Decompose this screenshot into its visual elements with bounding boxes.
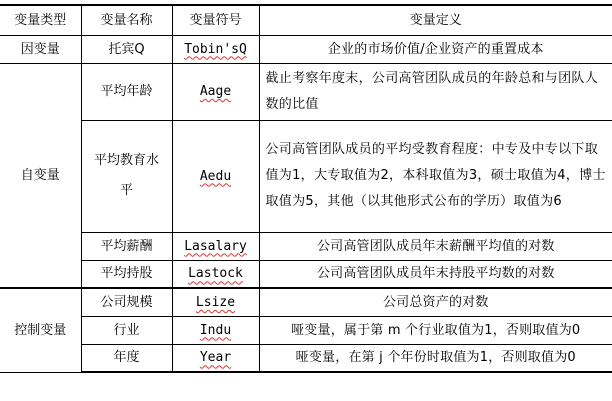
- variable-name: 平均持股: [81, 260, 172, 288]
- table-row: [0, 35, 612, 63]
- variable-definition: 企业的市场价值/企业资产的重置成本: [259, 35, 612, 63]
- variable-name: 行业: [81, 316, 172, 344]
- variable-name: 平均薪酬: [81, 232, 172, 260]
- variable-definition: 哑变量，在第 j 个年份时取值为1，否则取值为0: [259, 344, 612, 372]
- variable-name: 公司规模: [81, 288, 172, 316]
- variable-symbol: Year: [172, 344, 259, 372]
- variable-symbol: Lsize: [172, 288, 259, 316]
- variable-name: 年度: [81, 344, 172, 372]
- variable-symbol: Aage: [172, 63, 259, 120]
- header-variable-name: 变量名称: [81, 5, 172, 35]
- variable-definition: 公司高管团队成员年末薪酬平均值的对数: [259, 232, 612, 260]
- variable-symbol: Indu: [172, 316, 259, 344]
- variable-definition: 哑变量，属于第 m 个行业取值为1，否则取值为0: [259, 316, 612, 344]
- variable-symbol: Lastock: [172, 260, 259, 288]
- variable-name: 平均年龄: [81, 63, 172, 120]
- table-row: [0, 344, 612, 372]
- table-row: [0, 260, 612, 288]
- variable-name: 平均教育水平: [81, 120, 172, 232]
- group-dependent: 因变量: [0, 35, 81, 63]
- header-variable-symbol: 变量符号: [172, 5, 259, 35]
- header-variable-definition: 变量定义: [259, 5, 612, 35]
- table-header-row: [0, 5, 612, 35]
- table-row: [0, 232, 612, 260]
- table-row: [0, 288, 612, 316]
- table-row: [0, 63, 612, 120]
- variable-symbol: Aedu: [172, 120, 259, 232]
- group-control: 控制变量: [0, 288, 81, 372]
- table-row: [0, 316, 612, 344]
- group-independent: 自变量: [0, 63, 81, 288]
- variable-symbol: Lasalary: [172, 232, 259, 260]
- header-variable-type: 变量类型: [0, 5, 81, 35]
- variable-definition: 公司总资产的对数: [259, 288, 612, 316]
- variable-symbol: Tobin'sQ: [172, 35, 259, 63]
- variable-definition-table: [0, 4, 612, 373]
- table-row: [0, 120, 612, 232]
- variable-definition: 公司高管团队成员年末持股平均数的对数: [259, 260, 612, 288]
- variable-name: 托宾Q: [81, 35, 172, 63]
- variable-definition: 截止考察年度末，公司高管团队成员的年龄总和与团队人数的比值: [259, 63, 612, 120]
- variable-definition: 公司高管团队成员的平均受教育程度：中专及中专以下取值为1，大专取值为2，本科取值为3，硕士取值为4，博士取值为5，其他（以其他形式公布的学历）取值为6: [259, 120, 612, 232]
